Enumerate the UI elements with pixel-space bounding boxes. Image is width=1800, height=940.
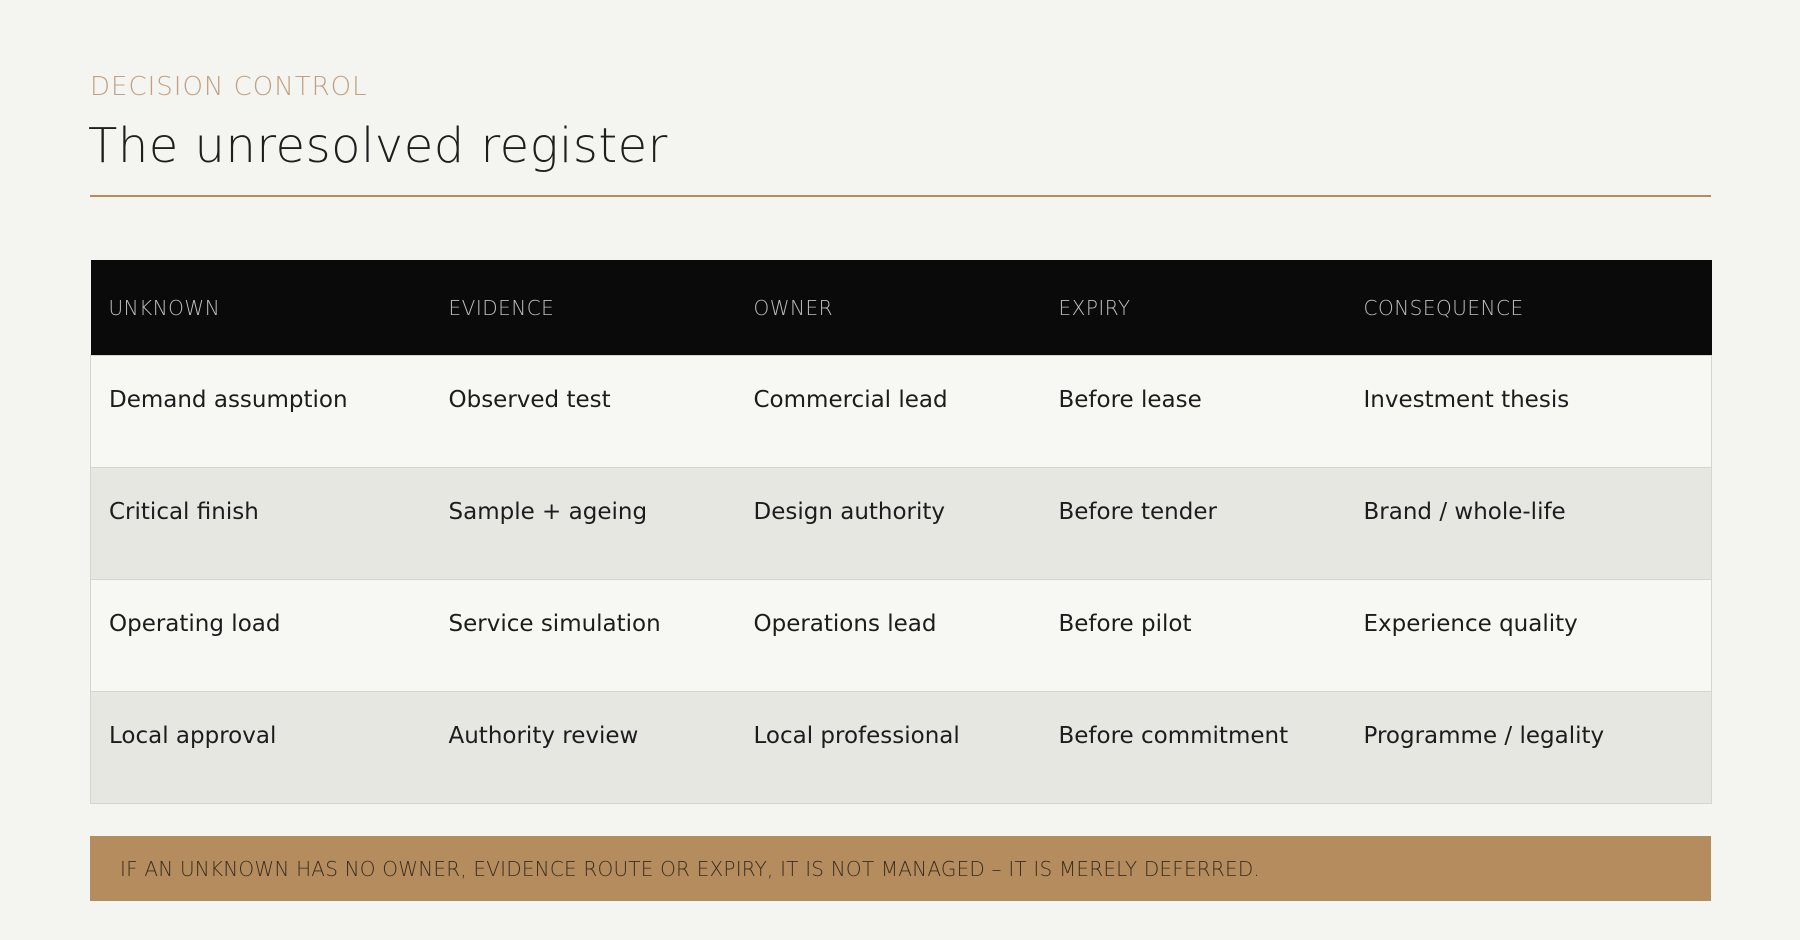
title-divider	[90, 195, 1711, 197]
column-header-expiry: EXPIRY	[1041, 260, 1346, 356]
column-header-unknown: UNKNOWN	[91, 260, 431, 356]
cell-unknown: Critical finish	[91, 468, 431, 580]
cell-unknown: Local approval	[91, 692, 431, 804]
cell-unknown: Demand assumption	[91, 356, 431, 468]
page-title: The unresolved register	[88, 118, 668, 174]
cell-evidence: Observed test	[431, 356, 736, 468]
cell-evidence: Sample + ageing	[431, 468, 736, 580]
cell-owner: Local professional	[736, 692, 1041, 804]
cell-consequence: Brand / whole-life	[1346, 468, 1712, 580]
callout-text: IF AN UNKNOWN HAS NO OWNER, EVIDENCE ROUTE OR EXPIRY, IT IS NOT MANAGED – IT IS MERELY DEFERRED.	[120, 856, 1260, 881]
cell-consequence: Investment thesis	[1346, 356, 1712, 468]
cell-expiry: Before lease	[1041, 356, 1346, 468]
cell-consequence: Experience quality	[1346, 580, 1712, 692]
column-header-consequence: CONSEQUENCE	[1346, 260, 1712, 356]
column-header-evidence: EVIDENCE	[431, 260, 736, 356]
cell-expiry: Before tender	[1041, 468, 1346, 580]
column-header-owner: OWNER	[736, 260, 1041, 356]
cell-owner: Commercial lead	[736, 356, 1041, 468]
cell-owner: Design authority	[736, 468, 1041, 580]
table-header-row	[91, 260, 1712, 356]
unresolved-register-table	[90, 260, 1712, 804]
cell-consequence: Programme / legality	[1346, 692, 1712, 804]
section-eyebrow: DECISION CONTROL	[90, 72, 368, 102]
table-row	[91, 356, 1712, 468]
cell-evidence: Authority review	[431, 692, 736, 804]
table-row	[91, 468, 1712, 580]
table-row	[91, 692, 1712, 804]
table-row	[91, 580, 1712, 692]
cell-evidence: Service simulation	[431, 580, 736, 692]
cell-unknown: Operating load	[91, 580, 431, 692]
cell-expiry: Before commitment	[1041, 692, 1346, 804]
cell-owner: Operations lead	[736, 580, 1041, 692]
cell-expiry: Before pilot	[1041, 580, 1346, 692]
principle-callout	[90, 836, 1711, 901]
